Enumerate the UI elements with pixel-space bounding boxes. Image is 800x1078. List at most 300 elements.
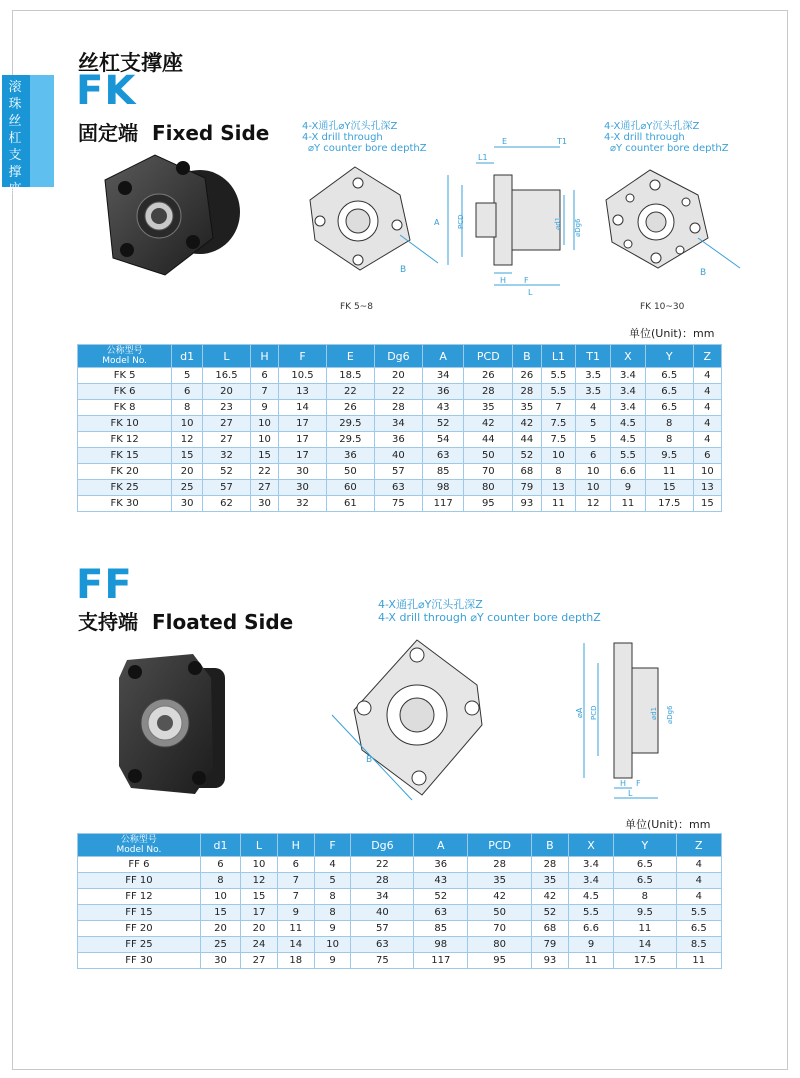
table-cell: 8: [314, 889, 351, 905]
table-row: [78, 937, 722, 953]
table-cell: 30: [200, 953, 240, 969]
table-cell: 35: [532, 873, 569, 889]
ff-code: FF: [76, 562, 133, 608]
fk-note-line3: ⌀Y counter bore depthZ: [308, 143, 427, 154]
table-cell: 57: [203, 480, 251, 496]
column-header: B: [513, 345, 541, 368]
column-header: Y: [645, 345, 693, 368]
table-cell: 5.5: [676, 905, 721, 921]
table-cell: FK 15: [78, 448, 172, 464]
table-cell: 8: [314, 905, 351, 921]
table-cell: 117: [423, 496, 464, 512]
table-cell: 52: [513, 448, 541, 464]
table-cell: 3.4: [568, 873, 613, 889]
table-cell: 34: [423, 368, 464, 384]
table-cell: 5: [576, 416, 611, 432]
table-row: [78, 496, 722, 512]
table-cell: 11: [676, 953, 721, 969]
fk-dim-d1: ⌀d1: [554, 216, 562, 230]
table-cell: 17: [279, 448, 327, 464]
table-cell: 6.6: [568, 921, 613, 937]
table-cell: 117: [414, 953, 468, 969]
table-cell: 13: [541, 480, 576, 496]
table-cell: 30: [250, 496, 278, 512]
table-cell: 17: [241, 905, 278, 921]
fk-side-drawing: [432, 135, 582, 295]
table-cell: 6.6: [611, 464, 646, 480]
table-cell: 11: [568, 953, 613, 969]
table-cell: 63: [423, 448, 464, 464]
table-cell: 7.5: [541, 432, 576, 448]
table-cell: 3.4: [568, 857, 613, 873]
column-header: F: [279, 345, 327, 368]
fk-right-note: [604, 121, 729, 154]
column-header: L: [203, 345, 251, 368]
fk-subtitle: [78, 117, 269, 146]
table-cell: 30: [279, 464, 327, 480]
table-cell: 15: [693, 496, 721, 512]
table-cell: 98: [414, 937, 468, 953]
table-cell: 36: [326, 448, 374, 464]
table-cell: FK 6: [78, 384, 172, 400]
table-cell: 70: [464, 464, 513, 480]
table-cell: 27: [203, 432, 251, 448]
column-header: d1: [172, 345, 203, 368]
table-cell: 44: [513, 432, 541, 448]
table-cell: 11: [611, 496, 646, 512]
table-cell: 6: [277, 857, 314, 873]
table-cell: 25: [200, 937, 240, 953]
table-cell: 34: [351, 889, 414, 905]
table-cell: 6: [693, 448, 721, 464]
table-cell: 95: [468, 953, 532, 969]
fk-dim-Dg6: ⌀Dg6: [574, 218, 582, 237]
table-cell: 28: [351, 873, 414, 889]
table-cell: 10.5: [279, 368, 327, 384]
table-cell: 52: [532, 905, 569, 921]
table-cell: 15: [250, 448, 278, 464]
table-cell: 14: [614, 937, 676, 953]
fk-note-line1: 4-X通孔⌀Y沉头孔深Z: [604, 121, 700, 132]
table-cell: 10: [576, 464, 611, 480]
table-cell: 4: [693, 368, 721, 384]
table-cell: 54: [423, 432, 464, 448]
table-cell: 4: [676, 873, 721, 889]
column-header: A: [423, 345, 464, 368]
column-header: H: [250, 345, 278, 368]
ff-dim-L: L: [628, 789, 633, 798]
table-cell: 10: [314, 937, 351, 953]
table-cell: FF 15: [78, 905, 201, 921]
table-cell: 23: [203, 400, 251, 416]
table-cell: 30: [279, 480, 327, 496]
table-cell: 26: [326, 400, 374, 416]
table-cell: 7: [541, 400, 576, 416]
table-cell: 20: [200, 921, 240, 937]
table-cell: 12: [576, 496, 611, 512]
table-cell: 70: [468, 921, 532, 937]
table-cell: 10: [200, 889, 240, 905]
column-header: d1: [200, 834, 240, 857]
table-cell: 15: [241, 889, 278, 905]
table-cell: 43: [423, 400, 464, 416]
ff-dim-H: H: [620, 779, 627, 788]
ff-table-header: [78, 834, 722, 857]
table-cell: 4.5: [611, 432, 646, 448]
table-cell: 43: [414, 873, 468, 889]
table-cell: 10: [250, 432, 278, 448]
table-cell: 10: [541, 448, 576, 464]
side-tab-label: 滚 珠 丝 杠 支 撑 座: [8, 80, 22, 197]
table-cell: 5: [172, 368, 203, 384]
fk-dim-L1: L1: [478, 153, 488, 162]
fk-dim-A: A: [434, 218, 440, 227]
table-cell: 8: [645, 416, 693, 432]
table-cell: 6.5: [614, 857, 676, 873]
table-cell: 52: [423, 416, 464, 432]
ff-dim-F: F: [636, 779, 641, 788]
ff-note: [378, 598, 601, 624]
table-cell: 3.5: [576, 368, 611, 384]
table-cell: 40: [374, 448, 422, 464]
table-cell: 17: [279, 432, 327, 448]
table-cell: 5.5: [541, 384, 576, 400]
table-cell: 26: [513, 368, 541, 384]
table-cell: 44: [464, 432, 513, 448]
table-cell: 9: [568, 937, 613, 953]
fk-dim-PCD: PCD: [457, 214, 465, 229]
table-cell: 11: [277, 921, 314, 937]
table-cell: 11: [614, 921, 676, 937]
table-cell: FF 12: [78, 889, 201, 905]
fk-spec-table: [77, 344, 722, 512]
ff-dim-B: B: [366, 755, 373, 765]
fk-subtitle-cn: 固定端: [78, 121, 138, 145]
table-cell: 25: [172, 480, 203, 496]
table-row: [78, 480, 722, 496]
table-cell: FF 6: [78, 857, 201, 873]
table-cell: 17: [279, 416, 327, 432]
table-cell: 68: [532, 921, 569, 937]
table-cell: 5.5: [541, 368, 576, 384]
table-cell: 93: [513, 496, 541, 512]
table-cell: 85: [414, 921, 468, 937]
table-cell: 79: [532, 937, 569, 953]
table-cell: 4: [693, 384, 721, 400]
fk-unit: 单位(Unit)：mm: [629, 327, 715, 340]
table-cell: 15: [645, 480, 693, 496]
table-cell: 35: [468, 873, 532, 889]
table-cell: 63: [414, 905, 468, 921]
table-cell: 29.5: [326, 432, 374, 448]
table-cell: 22: [250, 464, 278, 480]
column-header: X: [568, 834, 613, 857]
table-cell: 32: [279, 496, 327, 512]
table-cell: 6: [200, 857, 240, 873]
fk-dim-B-large: B: [700, 268, 707, 278]
table-cell: FF 30: [78, 953, 201, 969]
table-cell: 63: [374, 480, 422, 496]
table-cell: 4: [676, 889, 721, 905]
table-cell: 61: [326, 496, 374, 512]
table-cell: 6.5: [645, 400, 693, 416]
table-cell: 4: [314, 857, 351, 873]
ff-note-line2: 4-X drill through ⌀Y counter bore depthZ: [378, 611, 601, 624]
fk-note-line2: 4-X drill through: [604, 132, 685, 143]
table-cell: 29.5: [326, 416, 374, 432]
table-cell: 36: [374, 432, 422, 448]
table-cell: 11: [541, 496, 576, 512]
column-header: B: [532, 834, 569, 857]
table-row: [78, 416, 722, 432]
table-cell: 80: [464, 480, 513, 496]
table-cell: 85: [423, 464, 464, 480]
fk-product-photo: [95, 150, 245, 285]
table-cell: 4: [576, 400, 611, 416]
ff-table-body: [78, 857, 722, 969]
table-cell: 6.5: [645, 368, 693, 384]
table-row: [78, 384, 722, 400]
column-header: H: [277, 834, 314, 857]
table-cell: 15: [172, 448, 203, 464]
table-cell: 5: [576, 432, 611, 448]
table-cell: 18.5: [326, 368, 374, 384]
fk-dim-B: B: [400, 265, 407, 275]
table-cell: 22: [351, 857, 414, 873]
table-cell: FK 25: [78, 480, 172, 496]
ff-dim-Dg6: ⌀Dg6: [666, 705, 674, 724]
table-cell: 6: [576, 448, 611, 464]
table-cell: 9: [314, 921, 351, 937]
table-cell: 30: [172, 496, 203, 512]
table-cell: 4: [676, 857, 721, 873]
column-header: PCD: [464, 345, 513, 368]
table-cell: 20: [203, 384, 251, 400]
table-cell: FK 5: [78, 368, 172, 384]
table-cell: 95: [464, 496, 513, 512]
fk-note-line3: ⌀Y counter bore depthZ: [610, 143, 729, 154]
table-cell: 7: [277, 873, 314, 889]
table-cell: 4.5: [611, 416, 646, 432]
table-cell: 5: [314, 873, 351, 889]
column-header: X: [611, 345, 646, 368]
table-cell: 52: [203, 464, 251, 480]
table-cell: 8: [614, 889, 676, 905]
table-cell: 3.4: [611, 400, 646, 416]
fk-large-caption: FK 10~30: [640, 302, 685, 312]
table-row: [78, 873, 722, 889]
ff-subtitle-cn: 支持端: [78, 610, 138, 634]
table-row: [78, 448, 722, 464]
table-cell: 4: [693, 416, 721, 432]
table-cell: 17.5: [614, 953, 676, 969]
column-header: PCD: [468, 834, 532, 857]
table-cell: 3.5: [576, 384, 611, 400]
fk-dim-E: E: [502, 137, 508, 146]
fk-code: FK: [76, 68, 137, 114]
table-cell: 68: [513, 464, 541, 480]
table-cell: 22: [326, 384, 374, 400]
table-cell: 13: [279, 384, 327, 400]
fk-note-line2: 4-X drill through: [302, 132, 383, 143]
column-header: Dg6: [351, 834, 414, 857]
table-cell: 27: [203, 416, 251, 432]
table-row: [78, 921, 722, 937]
table-cell: 27: [250, 480, 278, 496]
table-cell: 3.4: [611, 368, 646, 384]
table-cell: 14: [277, 937, 314, 953]
table-cell: 10: [172, 416, 203, 432]
table-cell: 10: [693, 464, 721, 480]
table-row: [78, 464, 722, 480]
column-header: F: [314, 834, 351, 857]
table-row: [78, 400, 722, 416]
table-cell: 22: [374, 384, 422, 400]
table-cell: 98: [423, 480, 464, 496]
table-row: [78, 905, 722, 921]
table-cell: 28: [468, 857, 532, 873]
fk-table-body: [78, 368, 722, 512]
column-header: L: [241, 834, 278, 857]
side-category-tab: [2, 75, 54, 197]
table-row: [78, 953, 722, 969]
table-cell: 52: [414, 889, 468, 905]
fk-left-note: [302, 121, 427, 154]
table-cell: 15: [200, 905, 240, 921]
ff-product-photo: [115, 648, 235, 798]
table-cell: 26: [464, 368, 513, 384]
table-cell: 9: [277, 905, 314, 921]
ff-unit: 单位(Unit)：mm: [625, 818, 711, 831]
table-cell: 63: [351, 937, 414, 953]
table-cell: 9.5: [645, 448, 693, 464]
table-cell: 50: [468, 905, 532, 921]
table-cell: 93: [532, 953, 569, 969]
table-cell: 6: [172, 384, 203, 400]
table-cell: FF 20: [78, 921, 201, 937]
table-cell: 50: [326, 464, 374, 480]
table-cell: 7: [277, 889, 314, 905]
table-cell: 10: [241, 857, 278, 873]
table-cell: 7.5: [541, 416, 576, 432]
table-cell: 6.5: [645, 384, 693, 400]
table-cell: 62: [203, 496, 251, 512]
ff-spec-table: [77, 833, 722, 969]
fk-large-front-drawing: [600, 160, 750, 305]
table-cell: FK 10: [78, 416, 172, 432]
fk-dim-T1: T1: [557, 137, 567, 146]
table-cell: 28: [464, 384, 513, 400]
table-cell: 36: [414, 857, 468, 873]
fk-small-caption: FK 5~8: [340, 302, 373, 312]
table-cell: 24: [241, 937, 278, 953]
ff-note-line1: 4-X通孔⌀Y沉头孔深Z: [378, 598, 483, 611]
table-cell: 10: [250, 416, 278, 432]
ff-dim-PCD: PCD: [590, 705, 598, 720]
table-cell: 80: [468, 937, 532, 953]
table-cell: 42: [468, 889, 532, 905]
table-cell: 11: [645, 464, 693, 480]
table-cell: 28: [374, 400, 422, 416]
table-cell: 6.5: [676, 921, 721, 937]
fk-note-line1: 4-X通孔⌀Y沉头孔深Z: [302, 121, 398, 132]
table-cell: 60: [326, 480, 374, 496]
table-cell: 9: [611, 480, 646, 496]
table-cell: 79: [513, 480, 541, 496]
table-cell: 8: [645, 432, 693, 448]
ff-dim-A: ⌀A: [575, 707, 584, 718]
table-cell: 8: [172, 400, 203, 416]
table-cell: 8.5: [676, 937, 721, 953]
ff-subtitle: [78, 606, 293, 635]
side-tab-accent: [30, 75, 54, 187]
table-cell: 18: [277, 953, 314, 969]
page-title: 丝杠支撑座: [78, 51, 183, 75]
column-header: A: [414, 834, 468, 857]
column-header: Dg6: [374, 345, 422, 368]
table-cell: FF 25: [78, 937, 201, 953]
table-cell: 42: [513, 416, 541, 432]
table-row: [78, 857, 722, 873]
ff-front-drawing: [322, 630, 512, 805]
column-header: T1: [576, 345, 611, 368]
column-header: Z: [676, 834, 721, 857]
table-cell: FK 30: [78, 496, 172, 512]
ff-side-drawing: [572, 638, 682, 803]
column-header: 公称型号 Model No.: [78, 834, 201, 857]
table-cell: 12: [241, 873, 278, 889]
column-header: Z: [693, 345, 721, 368]
fk-dim-L: L: [528, 288, 533, 295]
table-cell: 20: [241, 921, 278, 937]
table-cell: FF 10: [78, 873, 201, 889]
table-cell: 34: [374, 416, 422, 432]
table-cell: 13: [693, 480, 721, 496]
table-cell: 35: [464, 400, 513, 416]
table-cell: 7: [250, 384, 278, 400]
fk-small-front-drawing: [300, 155, 450, 305]
table-row: [78, 889, 722, 905]
ff-subtitle-en: Floated Side: [151, 610, 294, 634]
table-cell: FK 8: [78, 400, 172, 416]
ff-dim-d1: ⌀d1: [650, 706, 658, 720]
table-cell: 17.5: [645, 496, 693, 512]
table-cell: 50: [464, 448, 513, 464]
table-cell: 9: [314, 953, 351, 969]
column-header: E: [326, 345, 374, 368]
table-cell: 3.4: [611, 384, 646, 400]
table-cell: 5.5: [568, 905, 613, 921]
table-cell: 6: [250, 368, 278, 384]
table-cell: 8: [200, 873, 240, 889]
table-cell: FK 12: [78, 432, 172, 448]
table-cell: 75: [351, 953, 414, 969]
column-header: 公称型号 Model No.: [78, 345, 172, 368]
table-cell: 32: [203, 448, 251, 464]
table-cell: 27: [241, 953, 278, 969]
fk-dim-H: H: [500, 276, 507, 285]
table-cell: 57: [351, 921, 414, 937]
table-row: [78, 368, 722, 384]
table-cell: 8: [541, 464, 576, 480]
table-cell: FK 20: [78, 464, 172, 480]
table-cell: 5.5: [611, 448, 646, 464]
table-cell: 36: [423, 384, 464, 400]
column-header: Y: [614, 834, 676, 857]
table-cell: 40: [351, 905, 414, 921]
table-cell: 42: [464, 416, 513, 432]
table-cell: 4.5: [568, 889, 613, 905]
